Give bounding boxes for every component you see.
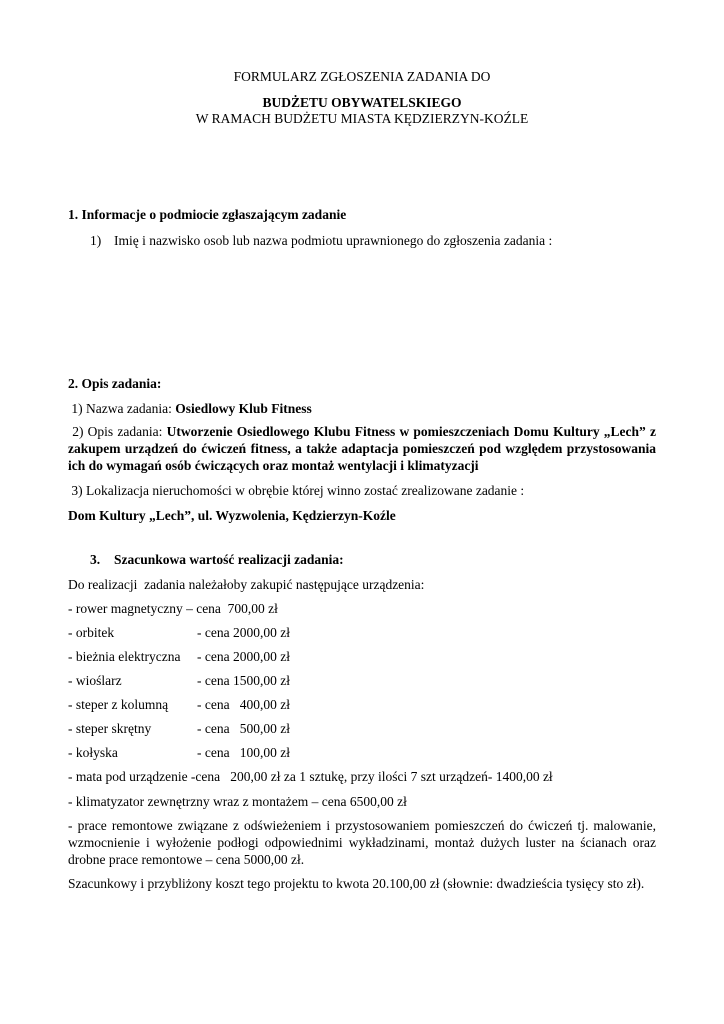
equipment-name: - steper skrętny xyxy=(68,721,152,736)
task-name xyxy=(68,400,312,417)
form-title: FORMULARZ ZGŁOSZENIA ZADANIA DO xyxy=(233,69,491,84)
task-name-value: Osiedlowy Klub Fitness xyxy=(175,401,312,416)
section3-heading: Szacunkowa wartość realizacji zadania: xyxy=(114,552,344,567)
section1-item1-text: Imię i nazwisko osob lub nazwa podmiotu uprawnionego do zgłoszenia zadania : xyxy=(114,233,553,248)
task-description-label: 2) Opis zadania: xyxy=(68,424,167,439)
form-subtitle: W RAMACH BUDŻETU MIASTA KĘDZIERZYN-KOŹLE xyxy=(195,111,529,126)
section2-heading: 2. Opis zadania: xyxy=(68,376,162,391)
location-label: 3) Lokalizacja nieruchomości w obrębie której winno zostać zrealizowane zadanie : xyxy=(68,483,525,498)
equipment-item xyxy=(68,624,290,641)
equipment-price: - cena 500,00 zł xyxy=(197,721,290,736)
equipment-name: - bieżnia elektryczna xyxy=(68,649,181,664)
equipment-price: - cena 400,00 zł xyxy=(197,697,290,712)
equipment-price: - cena 2000,00 zł xyxy=(197,649,290,664)
equipment-name: - rower magnetyczny – cena 700,00 zł xyxy=(68,601,278,616)
renovation-cost-paragraph: - prace remontowe związane z odświeżeniem i przystosowaniem pomieszczeń do ćwiczeń tj. malowanie, wzmocnienie i wyłożenie podłogi odpowiednimi wykładzinami, montaż dużych luster na ścianach oraz drobne prace remontowe – cena 5000,00 zł. xyxy=(68,818,656,867)
mat-cost-line: - mata pod urządzenie -cena 200,00 zł za 1 sztukę, przy ilości 7 szt urządzeń- 1400,00 zł xyxy=(68,769,553,784)
equipment-price: - cena 100,00 zł xyxy=(197,745,290,760)
section1-heading: 1. Informacje o podmiocie zgłaszającym zadanie xyxy=(68,207,347,222)
form-title-bold: BUDŻETU OBYWATELSKIEGO xyxy=(262,95,462,110)
equipment-price: - cena 2000,00 zł xyxy=(197,625,290,640)
section3-number: 3. xyxy=(90,552,101,567)
total-cost-summary: Szacunkowy i przybliżony koszt tego projektu to kwota 20.100,00 zł (słownie: dwadzieścia tysięcy sto zł). xyxy=(68,876,645,891)
equipment-item xyxy=(68,696,290,713)
equipment-item xyxy=(68,600,278,617)
equipment-name: - kołyska xyxy=(68,745,118,760)
equipment-item xyxy=(68,744,290,761)
section3-intro: Do realizacji zadania należałoby zakupić następujące urządzenia: xyxy=(68,577,425,592)
equipment-item xyxy=(68,648,290,665)
equipment-item xyxy=(68,672,290,689)
section1-item1-number: 1) xyxy=(90,233,102,248)
equipment-price: - cena 1500,00 zł xyxy=(197,673,290,688)
equipment-name: - wioślarz xyxy=(68,673,122,688)
air-conditioner-cost-line: - klimatyzator zewnętrzny wraz z montażem – cena 6500,00 zł xyxy=(68,794,407,809)
equipment-item xyxy=(68,720,290,737)
task-description-value: Utworzenie Osiedlowego Klubu Fitness w pomieszczeniach Domu Kultury „Lech” z zakupem urządzeń do ćwiczeń fitness, a także adaptacja pomieszczeń pod względem przystosowania ich do wymagań osób ćwiczących oraz montaż wentylacji i klimatyzacji xyxy=(68,424,657,473)
task-name-label: 1) Nazwa zadania: xyxy=(68,401,176,416)
equipment-name: - orbitek xyxy=(68,625,115,640)
location-value: Dom Kultury „Lech”, ul. Wyzwolenia, Kędzierzyn-Koźle xyxy=(68,508,396,523)
equipment-name: - steper z kolumną xyxy=(68,697,169,712)
task-description xyxy=(68,423,656,474)
